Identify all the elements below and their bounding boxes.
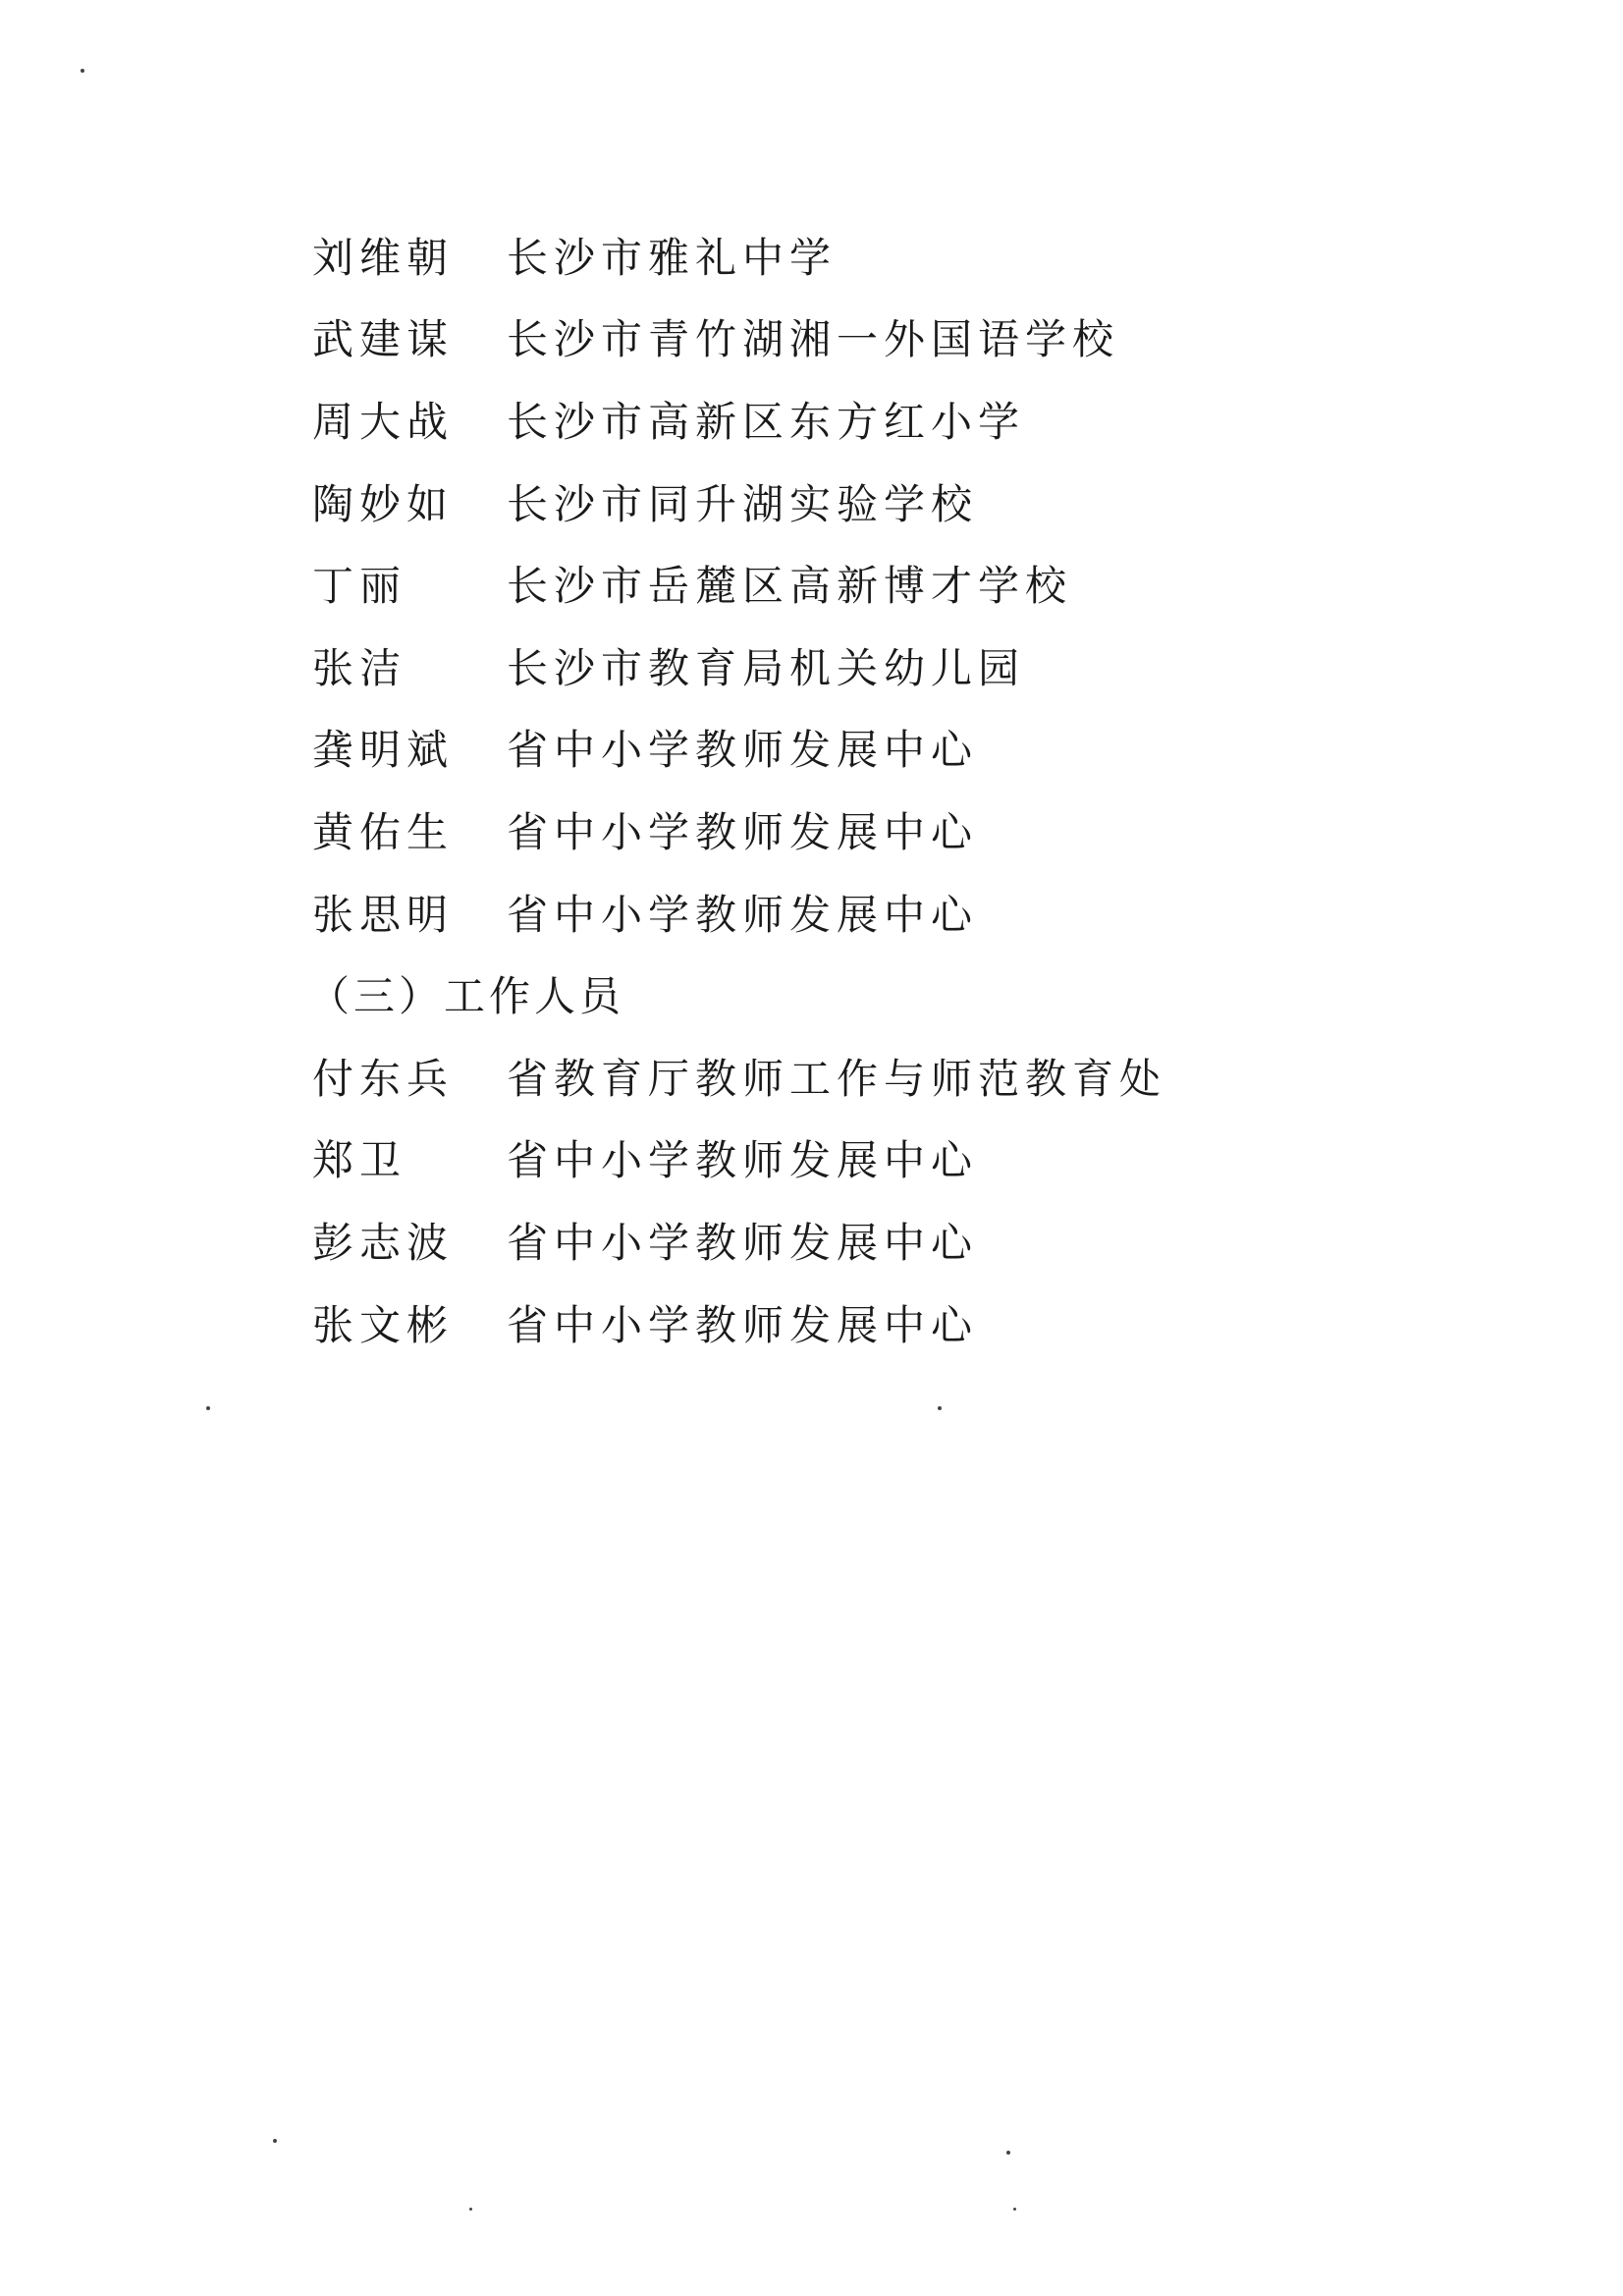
member-name: 丁丽 <box>312 562 407 611</box>
scan-speck <box>81 69 84 73</box>
member-list <box>308 214 1490 1363</box>
member-name: 刘维朝 <box>312 233 455 282</box>
member-organization: 省中小学教师发展中心 <box>507 1300 979 1349</box>
member-name: 郑卫 <box>312 1136 407 1185</box>
member-organization: 长沙市岳麓区高新博才学校 <box>507 562 1073 611</box>
member-name: 武建谋 <box>312 315 455 364</box>
member-row <box>312 707 1490 790</box>
section-heading-staff: （三）工作人员 <box>308 972 625 1021</box>
member-row <box>312 871 1490 954</box>
member-row <box>312 214 1490 297</box>
member-organization: 省中小学教师发展中心 <box>507 726 979 775</box>
member-organization: 省中小学教师发展中心 <box>507 807 979 856</box>
scan-speck <box>206 1406 210 1410</box>
member-organization: 长沙市高新区东方红小学 <box>507 397 1026 446</box>
member-organization: 长沙市雅礼中学 <box>507 233 838 282</box>
member-organization: 长沙市同升湖实验学校 <box>507 479 979 528</box>
member-organization: 省教育厅教师工作与师范教育处 <box>507 1054 1167 1103</box>
scan-speck <box>1006 2151 1010 2155</box>
member-name: 周大战 <box>312 397 455 446</box>
member-row <box>312 625 1490 707</box>
member-organization: 长沙市青竹湖湘一外国语学校 <box>507 315 1120 364</box>
member-organization: 省中小学教师发展中心 <box>507 1218 979 1267</box>
scan-speck <box>938 1406 942 1410</box>
member-organization: 省中小学教师发展中心 <box>507 890 979 939</box>
member-row <box>312 461 1490 543</box>
member-name: 张洁 <box>312 643 407 692</box>
member-row <box>312 1035 1490 1118</box>
member-organization: 长沙市教育局机关幼儿园 <box>507 643 1026 692</box>
member-name: 张文彬 <box>312 1300 455 1349</box>
scan-speck <box>469 2208 472 2211</box>
scan-speck <box>273 2139 277 2143</box>
member-name: 黄佑生 <box>312 807 455 856</box>
scan-speck <box>1013 2208 1016 2211</box>
member-name: 龚明斌 <box>312 726 455 775</box>
member-row <box>312 789 1490 871</box>
member-row <box>312 1282 1490 1364</box>
member-row <box>312 297 1490 379</box>
member-name: 彭志波 <box>312 1218 455 1267</box>
member-name: 付东兵 <box>312 1054 455 1103</box>
member-organization: 省中小学教师发展中心 <box>507 1136 979 1185</box>
member-row <box>312 542 1490 625</box>
member-row <box>312 378 1490 461</box>
member-row <box>312 1118 1490 1200</box>
member-name: 陶妙如 <box>312 479 455 528</box>
member-row <box>312 1199 1490 1282</box>
member-name: 张思明 <box>312 890 455 939</box>
